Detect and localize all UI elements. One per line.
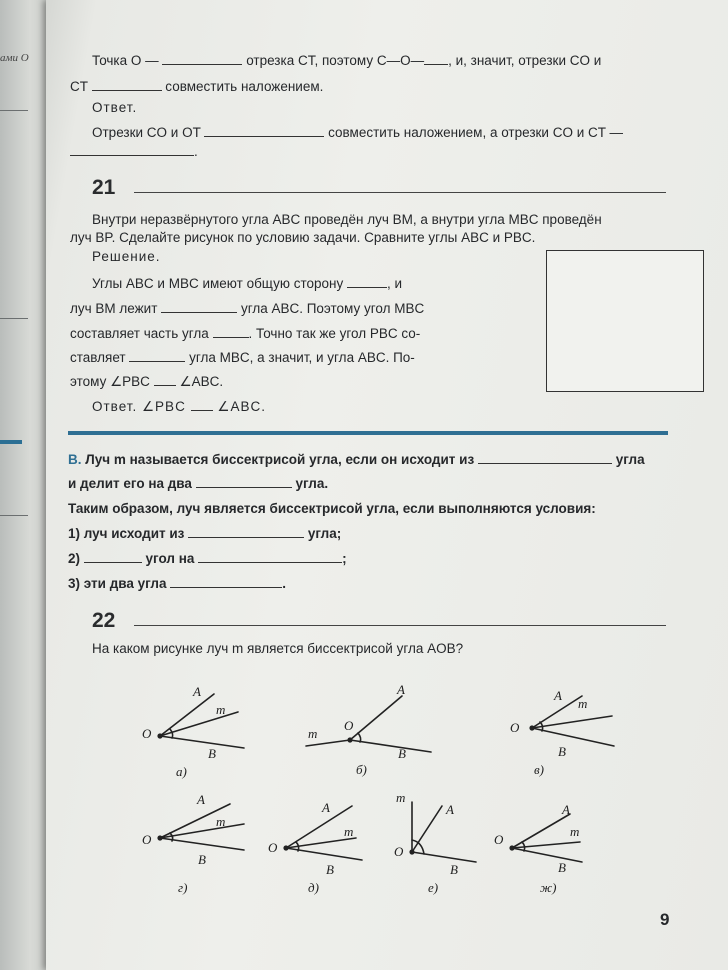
label-o: O — [142, 832, 152, 847]
task-22-question: На каком рисунке луч m является биссектрисой угла AOB? — [92, 641, 464, 656]
task-21-number: 21 — [92, 176, 116, 199]
text: . — [282, 576, 287, 591]
label-b: B — [198, 852, 206, 867]
solution-line-3 — [70, 325, 420, 342]
label-b: B — [398, 746, 406, 761]
workbook-page — [46, 0, 728, 970]
text: совместить наложением. — [165, 79, 324, 94]
text: ∠ABC. — [179, 374, 224, 389]
section-b-line-1 — [68, 451, 645, 468]
solution-line-5 — [70, 373, 223, 390]
label-m: m — [344, 824, 354, 839]
drawing-box[interactable] — [546, 250, 704, 392]
caption-f: е) — [428, 880, 439, 895]
label-a: A — [322, 800, 330, 815]
label-a: A — [193, 684, 201, 699]
text: , и — [386, 276, 403, 291]
section-b-line-6 — [68, 575, 286, 592]
label-o: O — [494, 832, 504, 847]
text: ∠ABC. — [217, 399, 266, 414]
top-answer-line-2 — [70, 143, 198, 160]
page-number: 9 — [660, 910, 670, 929]
text: ; — [342, 551, 347, 566]
label-b: B — [558, 744, 566, 759]
left-page-text: ами О — [0, 52, 29, 64]
label-o: O — [394, 844, 404, 859]
text: 1) луч исходит из — [68, 526, 185, 541]
label-m: m — [578, 696, 588, 711]
answer-blank[interactable] — [204, 125, 324, 137]
caption-g: ж) — [540, 880, 557, 895]
answer-blank[interactable] — [198, 551, 342, 563]
text: угла — [615, 452, 645, 467]
text: . — [194, 144, 198, 159]
answer-blank[interactable] — [188, 526, 304, 538]
answer-blank[interactable] — [191, 399, 213, 411]
answer-blank[interactable] — [213, 326, 249, 338]
top-line-2 — [70, 78, 323, 95]
task-21-answer — [92, 398, 266, 415]
answer-blank[interactable] — [196, 476, 292, 488]
bisector-figures — [46, 660, 728, 910]
text: угла. — [295, 476, 329, 491]
left-page-blue-bar — [0, 440, 22, 444]
left-page-edge — [0, 0, 50, 970]
text: составляет часть угла — [70, 326, 209, 341]
label-b: B — [558, 860, 566, 875]
label-a: A — [397, 682, 405, 697]
answer-blank[interactable] — [84, 551, 142, 563]
solution-line-4 — [70, 349, 415, 366]
answer-blank[interactable] — [129, 350, 185, 362]
text: ставляет — [70, 350, 126, 365]
label-m: m — [396, 790, 406, 805]
text: Углы ABC и MBC имеют общую сторону — [92, 276, 344, 291]
caption-a: а) — [176, 764, 187, 779]
label-m: m — [308, 726, 318, 741]
answer-blank[interactable] — [162, 53, 242, 65]
task-21-header-line — [134, 192, 666, 193]
label-o: O — [268, 840, 278, 855]
figure-f — [412, 802, 476, 862]
text: этому ∠PBC — [70, 374, 150, 389]
task-22-number: 22 — [92, 609, 116, 632]
text: CT — [70, 79, 88, 94]
answer-blank[interactable] — [161, 301, 237, 313]
text: луч BM лежит — [70, 301, 158, 316]
text: угла ABC. Поэтому угол MBC — [240, 301, 425, 316]
text: угла MBC, а значит, и угла ABC. По- — [189, 350, 415, 365]
text: Ответ. ∠PBC — [92, 399, 186, 414]
section-b-line-3: Таким образом, луч является биссектрисой угла, если выполняются условия: — [68, 501, 596, 516]
caption-d: г) — [178, 880, 188, 895]
section-divider-bar — [68, 431, 668, 435]
text: Луч m называется биссектрисой угла, если он исходит из — [85, 452, 475, 467]
label-b: B — [450, 862, 458, 877]
label-b: B — [208, 746, 216, 761]
label-m: m — [216, 702, 226, 717]
solution-line-2 — [70, 300, 424, 317]
text: отрезка CT, поэтому C—O— — [246, 53, 425, 68]
section-b-line-2 — [68, 475, 328, 492]
label-m: m — [570, 824, 580, 839]
section-b-line-5 — [68, 550, 347, 567]
text: 2) — [68, 551, 81, 566]
text: , и, значит, отрезки CO и — [448, 53, 602, 68]
answer-blank[interactable] — [424, 53, 448, 65]
answer-blank[interactable] — [92, 79, 162, 91]
figure-c — [532, 696, 614, 746]
text: Отрезки CO и OT — [92, 125, 201, 140]
answer-label: Ответ. — [92, 100, 138, 115]
task-21-statement-2: луч BP. Сделайте рисунок по условию задачи. Сравните углы ABC и PBC. — [70, 230, 536, 245]
text: . Точно так же угол PBC со- — [248, 326, 421, 341]
answer-blank[interactable] — [347, 276, 387, 288]
section-b-label: В. — [68, 452, 82, 467]
solution-label: Решение. — [92, 249, 161, 264]
answer-blank[interactable] — [70, 144, 194, 156]
answer-blank[interactable] — [154, 374, 176, 386]
answer-blank[interactable] — [170, 576, 282, 588]
section-b-line-4 — [68, 525, 341, 542]
figure-b — [306, 696, 431, 752]
task-22-header-line — [134, 625, 666, 626]
left-page-rule — [0, 515, 28, 516]
label-a: A — [554, 688, 562, 703]
caption-c: в) — [534, 762, 544, 777]
label-o: O — [510, 720, 520, 735]
top-line-1 — [92, 52, 601, 69]
text: совместить наложением, а отрезки CO и CT — — [328, 125, 624, 140]
label-a: A — [446, 802, 454, 817]
label-a: A — [562, 802, 570, 817]
label-b: B — [326, 862, 334, 877]
label-a: A — [197, 792, 205, 807]
task-21-statement-1: Внутри неразвёрнутого угла ABC проведён луч BM, а внутри угла MBC проведён — [92, 212, 602, 227]
solution-line-1 — [92, 275, 402, 292]
figure-a — [160, 694, 244, 748]
text: и делит его на два — [68, 476, 192, 491]
text: угол на — [145, 551, 195, 566]
left-page-rule — [0, 110, 28, 111]
caption-e: д) — [308, 880, 319, 895]
top-answer-line — [92, 124, 623, 141]
label-o: O — [344, 718, 354, 733]
label-m: m — [216, 814, 226, 829]
text: 3) эти два угла — [68, 576, 167, 591]
answer-blank[interactable] — [478, 452, 612, 464]
label-o: O — [142, 726, 152, 741]
text: угла; — [307, 526, 342, 541]
left-page-rule — [0, 318, 28, 319]
caption-b: б) — [356, 762, 367, 777]
text: Точка O — — [92, 53, 159, 68]
figure-d — [160, 804, 244, 850]
